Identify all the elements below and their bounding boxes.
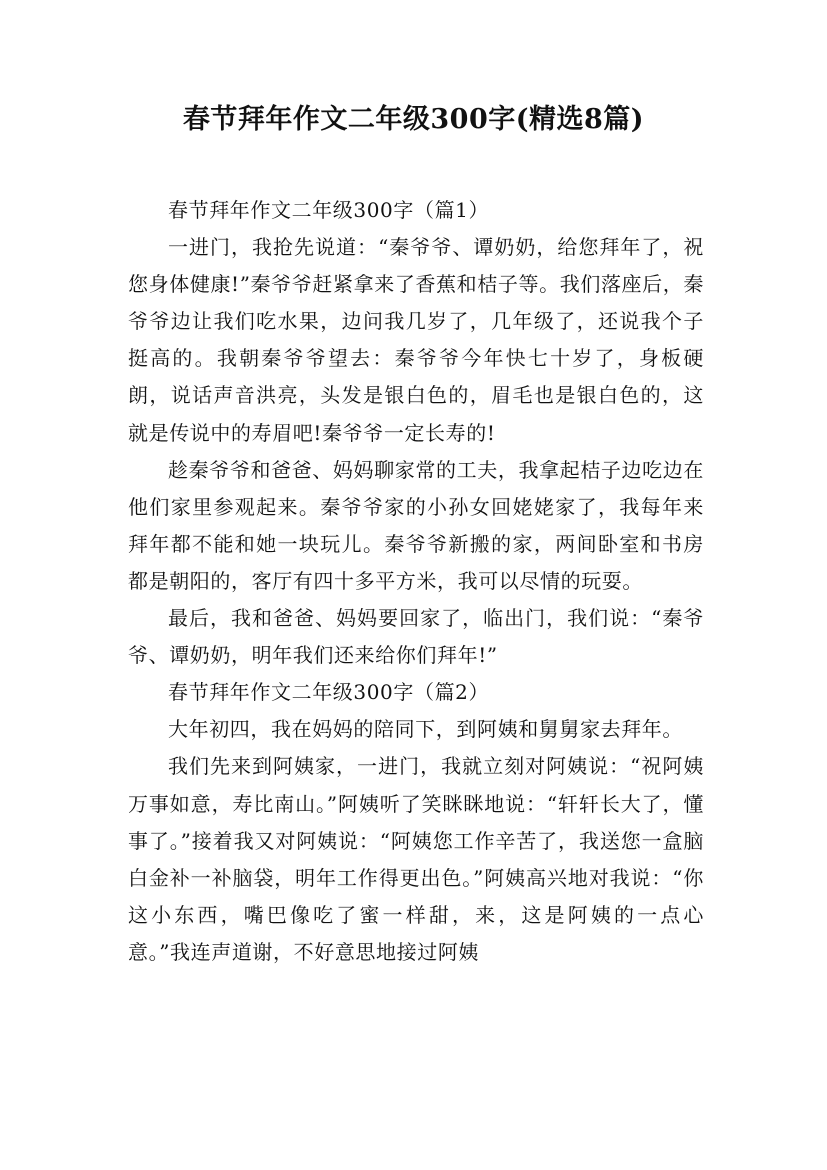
body-paragraph: 最后，我和爸爸、妈妈要回家了，临出门，我们说：“秦爷爷、谭奶奶，明年我们还来给你们拜年!” bbox=[128, 606, 704, 668]
section-heading-1: 春节拜年作文二年级300字（篇1） bbox=[168, 198, 490, 222]
document-body bbox=[128, 192, 704, 971]
body-paragraph: 大年初四，我在妈妈的陪同下，到阿姨和舅舅家去拜年。 bbox=[168, 717, 683, 742]
section-heading-2: 春节拜年作文二年级300字（篇2） bbox=[168, 680, 490, 705]
body-paragraph: 趁秦爷爷和爸爸、妈妈聊家常的工夫，我拿起桔子边吃边在他们家里参观起来。秦爷爷家的小孙女回姥姥家了，我每年来拜年都不能和她一块玩儿。秦爷爷新搬的家，两间卧室和书房都是朝阳的，客厅有四十多平方米，我可以尽情的玩耍。 bbox=[128, 457, 704, 593]
document-title: 春节拜年作文二年级300字(精选8篇) bbox=[182, 104, 645, 135]
body-paragraph: 一进门，我抢先说道：“秦爷爷、谭奶奶，给您拜年了，祝您身体健康!”秦爷爷赶紧拿来了香蕉和桔子等。我们落座后，秦爷爷边让我们吃水果，边问我几岁了，几年级了，还说我个子挺高的。我朝秦爷爷望去：秦爷爷今年快七十岁了，身板硬朗，说话声音洪亮，头发是银白色的，眉毛也是银白色的，这就是传说中的寿眉吧!秦爷爷一定长寿的! bbox=[128, 235, 704, 445]
body-paragraph: 我们先来到阿姨家，一进门，我就立刻对阿姨说：“祝阿姨万事如意，寿比南山。”阿姨听了笑眯眯地说：“轩轩长大了，懂事了。”接着我又对阿姨说：“阿姨您工作辛苦了，我送您一盒脑白金补一补脑袋，明年工作得更出色。”阿姨高兴地对我说：“你这小东西，嘴巴像吃了蜜一样甜，来，这是阿姨的一点心意。”我连声道谢，不好意思地接过阿姨 bbox=[128, 754, 704, 964]
